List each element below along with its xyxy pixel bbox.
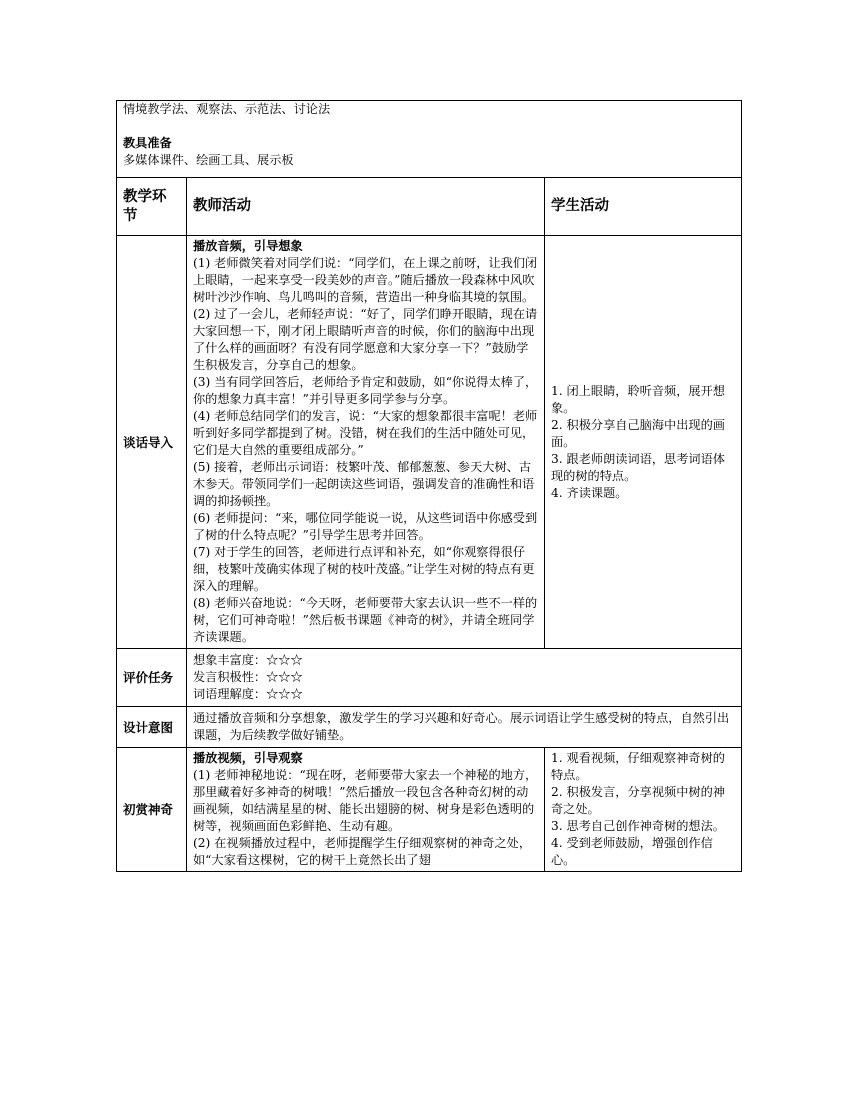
appreciate-student-item: 4. 受到老师鼓励，增强创作信心。: [551, 836, 713, 867]
evaluation-item: 发言积极性：☆☆☆: [193, 670, 303, 684]
appreciate-student-item: 1. 观看视频，仔细观察神奇树的特点。: [551, 751, 725, 782]
intro-step: (3) 当有同学回答后，老师给予肯定和鼓励，如“你说得太棒了，你的想象力真丰富！”并引导更多同学参与分享。: [193, 375, 538, 406]
intro-title: 播放音频，引导想象: [193, 239, 303, 253]
intro-step: (6) 老师提问：“来，哪位同学能说一说，从这些词语中你感受到了树的什么特点呢？”引导学生思考并回答。: [193, 511, 538, 542]
appreciate-step: (2) 在视频播放过程中，老师提醒学生仔细观察树的神奇之处，如“大家看这棵树，它的树干上竟然长出了翅: [193, 836, 532, 867]
evaluation-row: [117, 649, 742, 707]
lesson-plan-table: [116, 100, 742, 872]
teaching-methods: 情境教学法、观察法、示范法、讨论法: [123, 102, 331, 116]
methods-row: [117, 101, 742, 178]
stage-evaluation: 评价任务: [117, 649, 187, 707]
intro-step: (5) 接着，老师出示词语：枝繁叶茂、郁郁葱葱、参天大树、古木参天。带领同学们一起朗读这些词语，强调发音的准确性和语调的抑扬顿挫。: [193, 460, 535, 508]
evaluation-item: 词语理解度：☆☆☆: [193, 687, 303, 701]
intro-student-item: 4. 齐读课题。: [551, 485, 628, 500]
intro-step: (2) 过了一会儿，老师轻声说：“好了，同学们睁开眼睛，现在请大家回想一下，刚才闭上眼睛听声音的时候，你们的脑海中出现了什么样的画面呀？有没有同学愿意和大家分享一下？”鼓励学生积极发言，分享自己的想象。: [193, 307, 538, 372]
table-header-row: [117, 178, 742, 236]
intro-step: (4) 老师总结同学们的发言，说：“大家的想象都很丰富呢！老师听到好多同学都提到了树。没错，树在我们的生活中随处可见，它们是大自然的重要组成部分。”: [193, 409, 538, 457]
evaluation-item: 想象丰富度：☆☆☆: [193, 653, 303, 667]
section-appreciate-row: [117, 748, 742, 872]
appreciate-student-item: 2. 积极发言，分享视频中树的神奇之处。: [551, 785, 725, 816]
tools-title: 教具准备: [123, 136, 172, 150]
design-row: [117, 707, 742, 748]
intro-step: (1) 老师微笑着对同学们说：“同学们，在上课之前呀，让我们闭上眼睛，一起来享受一段美妙的声音。”随后播放一段森林中风吹树叶沙沙作响、鸟儿鸣叫的音频，营造出一种身临其境的氛围。: [193, 256, 538, 304]
appreciate-step: (1) 老师神秘地说：“现在呀，老师要带大家去一个神秘的地方，那里藏着好多神奇的树哦！”然后播放一段包含各种奇幻树的动画视频，如结满星星的树、能长出翅膀的树、树身是彩色透明的树等，视频画面色彩鲜艳、生动有趣。: [193, 768, 538, 833]
lesson-plan-page: [116, 100, 741, 872]
design-intent: 通过播放音频和分享想象，激发学生的学习兴趣和好奇心。展示词语让学生感受树的特点，自然引出课题，为后续教学做好铺垫。: [193, 711, 730, 742]
intro-step: (8) 老师兴奋地说：“今天呀，老师要带大家去认识一些不一样的树，它们可神奇啦！”然后板书课题《神奇的树》，并请全班同学齐读课题。: [193, 596, 538, 644]
section-intro-row: [117, 236, 742, 649]
header-student: 学生活动: [545, 178, 742, 236]
header-stage: 教学环节: [117, 178, 187, 236]
stage-appreciate: 初赏神奇: [117, 748, 187, 872]
appreciate-title: 播放视频，引导观察: [193, 751, 303, 765]
tools-list: 多媒体课件、绘画工具、展示板: [123, 153, 294, 167]
stage-design: 设计意图: [117, 707, 187, 748]
intro-student-item: 2. 积极分享自己脑海中出现的画面。: [551, 417, 725, 449]
header-teacher: 教师活动: [187, 178, 545, 236]
stage-intro: 谈话导入: [117, 236, 187, 649]
intro-step: (7) 对于学生的回答，老师进行点评和补充，如“你观察得很仔细，枝繁叶茂确实体现了树的枝叶茂盛。”让学生对树的特点有更深入的理解。: [193, 545, 535, 593]
intro-student-item: 3. 跟老师朗读词语，思考词语体现的树的特点。: [551, 451, 725, 483]
appreciate-student-item: 3. 思考自己创作神奇树的想法。: [551, 819, 725, 833]
intro-student-item: 1. 闭上眼睛，聆听音频，展开想象。: [551, 383, 725, 415]
